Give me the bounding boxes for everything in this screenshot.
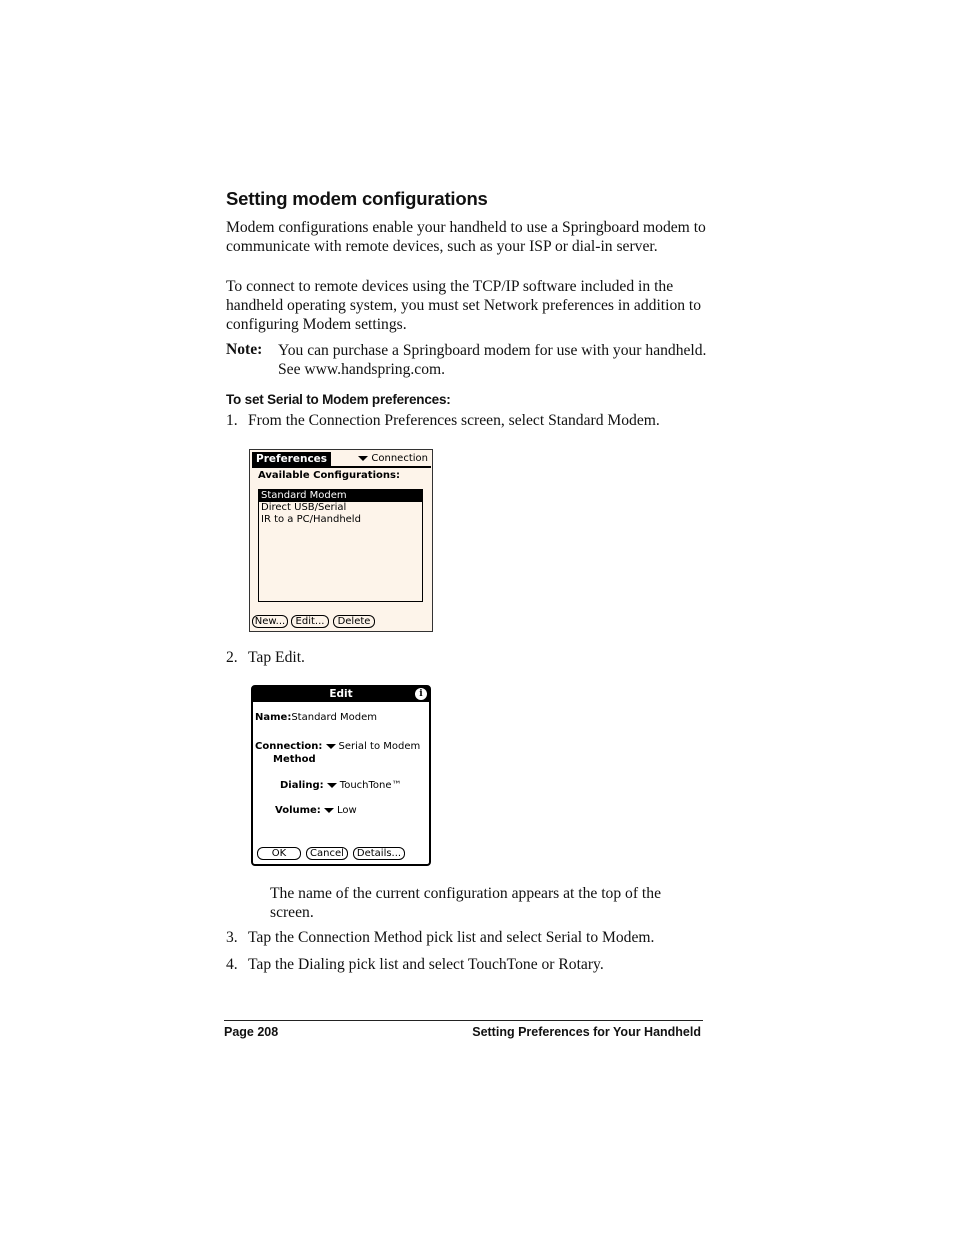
step-text: Tap the Dialing pick list and select TouchTone or Rotary. xyxy=(248,956,604,973)
procedure-title: To set Serial to Modem preferences: xyxy=(226,392,451,407)
chevron-down-icon xyxy=(327,783,337,788)
name-value[interactable]: Standard Modem xyxy=(291,712,377,723)
ok-button[interactable]: OK xyxy=(257,847,301,860)
edit-button[interactable]: Edit... xyxy=(291,615,329,628)
preferences-title: Preferences xyxy=(252,452,331,466)
section-heading: Setting modem configurations xyxy=(226,188,488,209)
step-number: 2. xyxy=(226,649,238,666)
available-configurations-label: Available Configurations: xyxy=(258,470,400,481)
chevron-down-icon xyxy=(324,808,334,813)
volume-label: Volume: xyxy=(275,805,321,816)
connection-value: Serial to Modem xyxy=(338,741,421,752)
chevron-down-icon xyxy=(358,456,368,461)
step-number: 4. xyxy=(226,956,238,973)
page-number: Page 208 xyxy=(224,1025,279,1039)
step-text: Tap the Connection Method pick list and select Serial to Modem. xyxy=(248,929,655,946)
step2-followup: The name of the current configuration appears at the top of the screen. xyxy=(270,885,661,921)
step-text: Tap Edit. xyxy=(248,649,305,666)
method-label: Method xyxy=(273,754,316,765)
list-item-standard-modem[interactable]: Standard Modem xyxy=(259,490,422,502)
step-number: 3. xyxy=(226,929,238,946)
new-button[interactable]: New... xyxy=(252,615,288,628)
volume-value: Low xyxy=(337,805,357,816)
connection-picker[interactable] xyxy=(326,741,421,752)
connection-label: Connection: xyxy=(255,741,323,752)
list-item-direct-usb-serial[interactable]: Direct USB/Serial xyxy=(261,502,347,513)
category-picker[interactable] xyxy=(358,452,428,466)
volume-row xyxy=(275,805,357,816)
category-label: Connection xyxy=(371,453,428,464)
name-row xyxy=(255,712,377,723)
name-label: Name: xyxy=(255,712,292,723)
dialing-value: TouchTone™ xyxy=(339,780,402,791)
edit-title-text: Edit xyxy=(329,688,353,700)
edit-screenshot xyxy=(251,685,431,866)
dialing-picker[interactable] xyxy=(327,780,402,791)
info-icon[interactable]: i xyxy=(415,688,427,700)
intro-paragraph: Modem configurations enable your handheld to use a Springboard modem to communicate with remote devices, such as your ISP or dial-in server. xyxy=(226,219,706,255)
volume-picker[interactable] xyxy=(324,805,357,816)
chapter-title: Setting Preferences for Your Handheld xyxy=(472,1025,701,1039)
step-text: From the Connection Preferences screen, select Standard Modem. xyxy=(248,412,660,429)
edit-title xyxy=(253,687,429,702)
configurations-list[interactable] xyxy=(258,489,423,602)
dialing-row xyxy=(280,780,402,791)
title-underline xyxy=(252,466,431,468)
delete-button[interactable]: Delete xyxy=(333,615,375,628)
cancel-button[interactable]: Cancel xyxy=(306,847,348,860)
note-label: Note: xyxy=(226,341,263,358)
footer-rule xyxy=(224,1020,703,1021)
step-number: 1. xyxy=(226,412,238,429)
connection-row xyxy=(255,741,420,752)
note-text: You can purchase a Springboard modem for use with your handheld. See www.handspring.com. xyxy=(278,342,707,378)
chevron-down-icon xyxy=(326,744,336,749)
preferences-screenshot xyxy=(249,449,433,632)
dialing-label: Dialing: xyxy=(280,780,324,791)
list-item-ir-pc-handheld[interactable]: IR to a PC/Handheld xyxy=(261,514,361,525)
tcpip-paragraph: To connect to remote devices using the TCP/IP software included in the handheld operating system, you must set Network preferences in addition to configuring Modem settings. xyxy=(226,278,702,333)
details-button[interactable]: Details... xyxy=(353,847,405,860)
